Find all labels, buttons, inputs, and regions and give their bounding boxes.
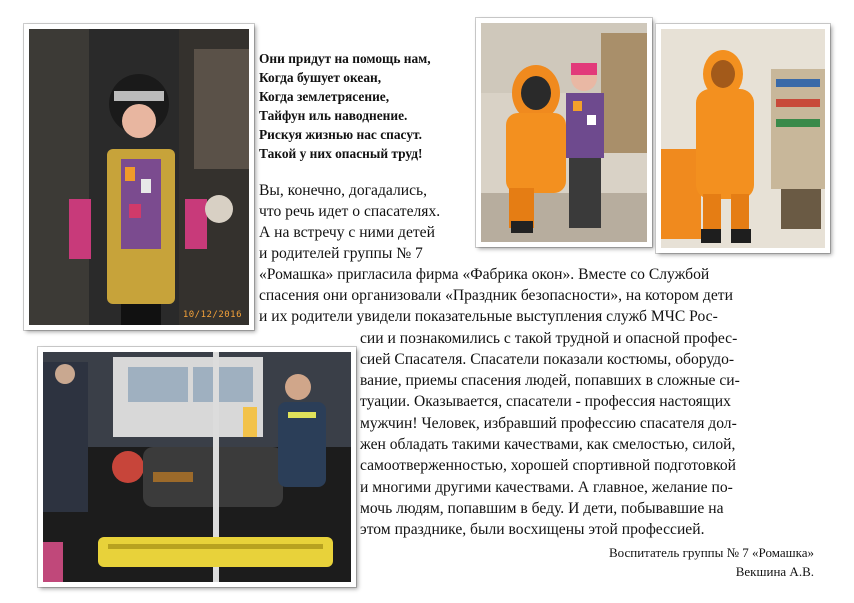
article-line: Вы, конечно, догадались, <box>259 182 428 199</box>
poem-line: Такой у них опасный труд! <box>259 146 423 161</box>
poem-line: Когда землетрясение, <box>259 89 390 104</box>
poem-line: Тайфун иль наводнение. <box>259 108 408 123</box>
poem-line: Они придут на помощь нам, <box>259 51 431 66</box>
article-line: мужчин! Человек, избравший профессию спасателя дол- <box>360 415 737 432</box>
photo-rescuer-orange-suit <box>656 24 830 253</box>
article-line: спасения они организовали «Праздник безопасности», на котором дети <box>259 287 733 304</box>
article-line: вание, приемы спасения людей, попавших в сложные си- <box>360 372 740 389</box>
photo-child-life-vest <box>24 24 254 330</box>
article-line: и многими другими качествами. А главное, желание по- <box>360 479 733 496</box>
photo-rescuer-with-child-image <box>481 23 647 242</box>
article-line: самоотверженностью, хорошей спортивной подготовкой <box>360 457 737 474</box>
photo-rescuer-orange-suit-image <box>661 29 825 248</box>
date-stamp: 10/12/2016 <box>182 310 242 320</box>
article-line: туации. Оказывается, спасатели - профессия настоящих <box>360 393 731 410</box>
signature-name: Векшина А.В. <box>735 564 814 579</box>
poem-line: Когда бушует океан, <box>259 70 382 85</box>
article-line: что речь идет о спасателях. <box>259 203 441 220</box>
photo-rescuer-with-child <box>476 18 652 247</box>
article-line: этом празднике, были восхищены этой профессией. <box>360 521 705 538</box>
photo-rescue-demonstration <box>38 347 356 587</box>
poem-line: Рискуя жизнью нас спасут. <box>259 127 422 142</box>
article-line: жен обладать такими качествами, как смелостью, силой, <box>360 436 736 453</box>
article-line: мочь людям, попавшим в беду. И дети, побывавшие на <box>360 500 724 517</box>
photo-rescue-demonstration-image <box>43 352 351 582</box>
article-line: сией Спасателя. Спасатели показали костюмы, оборудо- <box>360 351 735 368</box>
article-line: сии и познакомились с такой трудной и опасной профес- <box>360 330 738 347</box>
signature-role: Воспитатель группы № 7 «Ромашка» <box>609 545 814 560</box>
article-line: и родителей группы № 7 <box>259 245 423 262</box>
article-line: и их родители увидели показательные выступления служб МЧС Рос- <box>259 308 718 325</box>
article-line: А на встречу с ними детей <box>259 224 435 241</box>
photo-child-life-vest-image <box>29 29 249 325</box>
article-line: «Ромашка» пригласила фирма «Фабрика окон». Вместе со Службой <box>259 266 710 283</box>
poem <box>259 49 479 163</box>
